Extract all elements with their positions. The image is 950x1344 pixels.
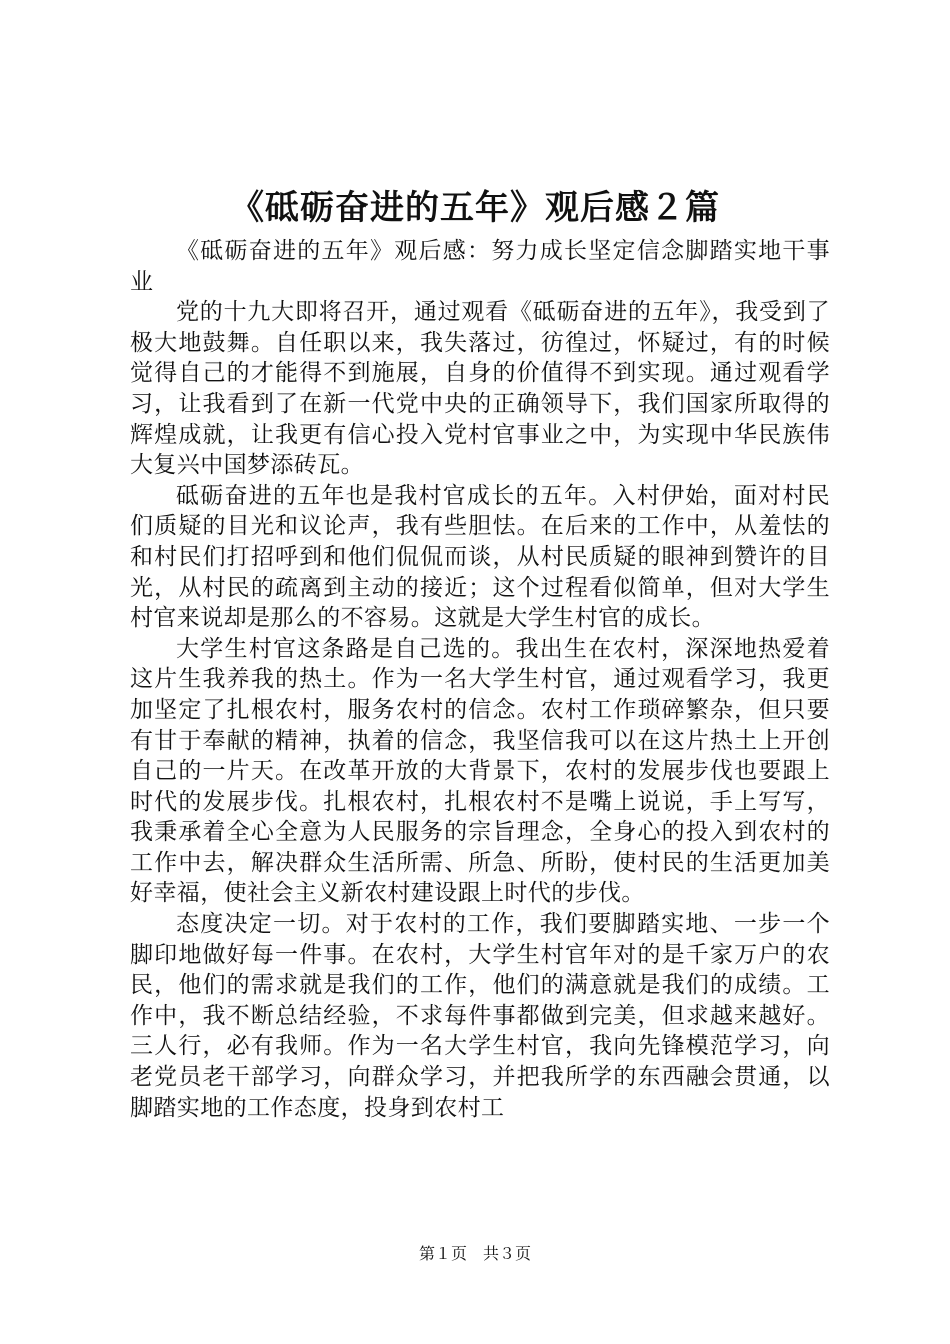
paragraph: 大学生村官这条路是自己选的。我出生在农村，深深地热爱着这片生我养我的热土。作为一名大学生村官，通过观看学习，我更加坚定了扎根农村，服务农村的信念。农村工作琐碎繁杂，但只要有甘于奉献的精神，执着的信念，我坚信我可以在这片热土上开创自己的一片天。在改革开放的大背景下，农村的发展步伐也要跟上时代的发展步伐。扎根农村，扎根农村不是嘴上说说，手上写写，我秉承着全心全意为人民服务的宗旨理念，全身心的投入到农村的工作中去，解决群众生活所需、所急、所盼，使村民的生活更加美好幸福，使社会主义新农村建设跟上时代的步伐。 xyxy=(130,635,830,907)
paragraph: 态度决定一切。对于农村的工作，我们要脚踏实地、一步一个脚印地做好每一件事。在农村，大学生村官年对的是千家万户的农民，他们的需求就是我们的工作，他们的满意就是我们的成绩。工作中，我不断总结经验，不求每件事都做到完美，但求越来越好。三人行，必有我师。作为一名大学生村官，我向先锋模范学习，向老党员老干部学习，向群众学习，并把我所学的东西融会贯通，以脚踏实地的工作态度，投身到农村工 xyxy=(130,911,830,1121)
page-footer: 第１页 共３页 xyxy=(418,1244,531,1263)
document-body xyxy=(130,236,830,1123)
paragraph: 党的十九大即将召开，通过观看《砥砺奋进的五年》，我受到了极大地鼓舞。自任职以来，我失落过，彷徨过，怀疑过，有的时候觉得自己的才能得不到施展，自身的价值得不到实现。通过观看学习，让我看到了在新一代党中央的正确领导下，我们国家所取得的辉煌成就，让我更有信心投入党村官事业之中，为实现中华民族伟大复兴中国梦添砖瓦。 xyxy=(130,299,830,479)
paragraph-subtitle: 《砥砺奋进的五年》观后感：努力成长坚定信念脚踏实地干事业 xyxy=(130,238,830,295)
document-title: 《砥砺奋进的五年》观后感２篇 xyxy=(230,188,720,228)
paragraph: 砥砺奋进的五年也是我村官成长的五年。入村伊始，面对村民们质疑的目光和议论声，我有些胆怯。在后来的工作中，从羞怯的和村民们打招呼到和他们侃侃而谈，从村民质疑的眼神到赞许的目光，从村民的疏离到主动的接近；这个过程看似简单，但对大学生村官来说却是那么的不容易。这就是大学生村官的成长。 xyxy=(130,482,830,632)
